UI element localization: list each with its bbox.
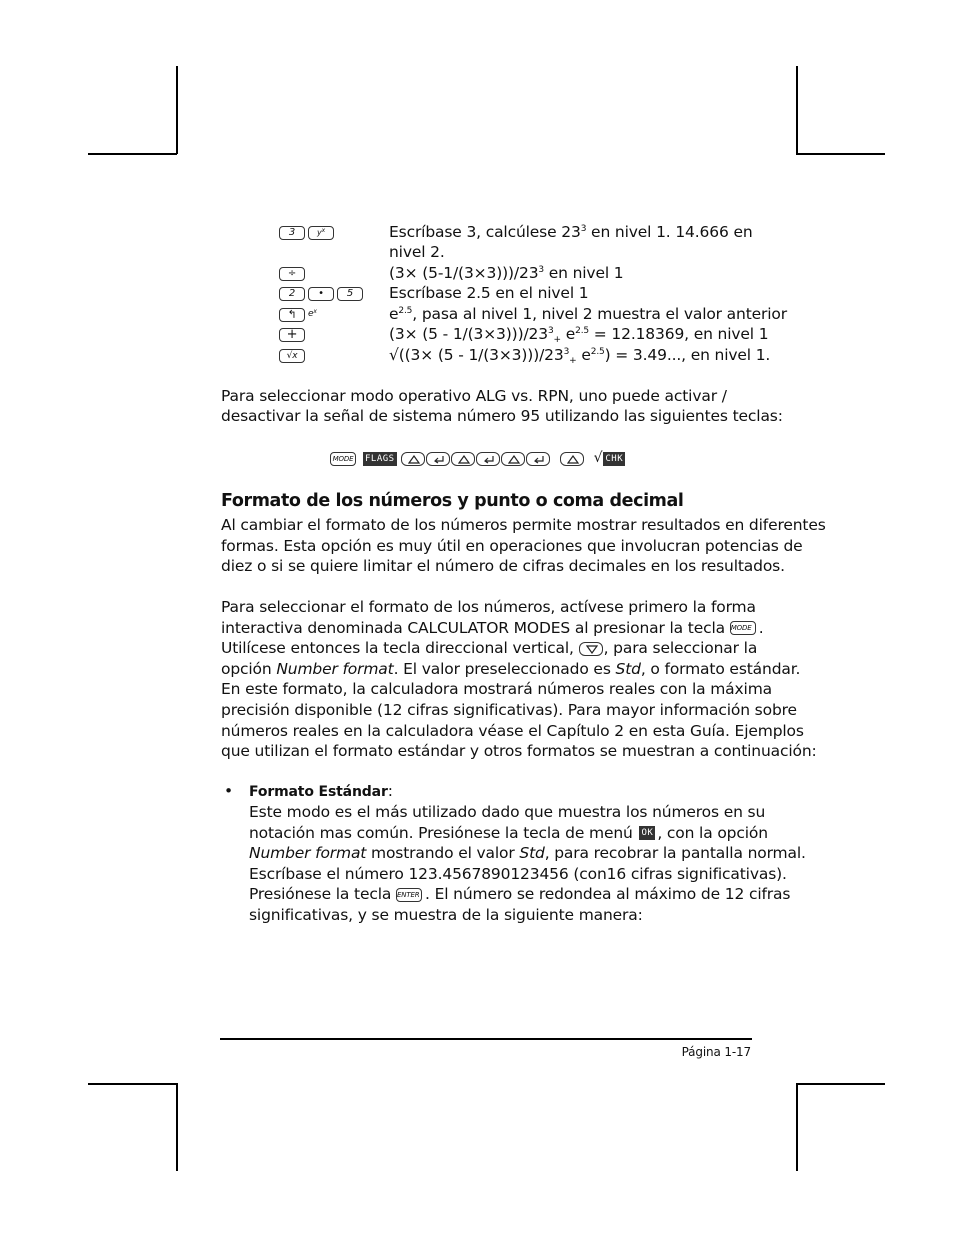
paragraph-line: Utilícese entonces la tecla direccional vertical, , para seleccionar la xyxy=(221,639,758,658)
left-shift-key xyxy=(426,452,450,466)
paragraph-line: notación mas común. Presiónese la tecla de menú OK , con la opción xyxy=(249,823,768,842)
key-table-row-desc: Escríbase 2.5 en el nivel 1 xyxy=(389,284,589,302)
mode-key: MODE xyxy=(330,452,356,466)
e-power-x-label: $e^x$ xyxy=(308,308,317,320)
paragraph-line: Escríbase el número 123.4567890123456 (con16 cifras significativas). xyxy=(249,864,787,883)
enter-key: ENTER xyxy=(396,888,422,902)
crop-mark-bottom-right-v xyxy=(796,1083,798,1171)
up-arrow-key xyxy=(401,452,425,466)
up-arrow-icon xyxy=(408,455,420,464)
key-table-row-desc: $(3\times (5 - 1/(3\times 3)))/23^3_+$ $e^{2.5} = 12.18369$, en nivel 1 xyxy=(389,325,769,345)
paragraph-line: diez o si se quiere limitar el número de cifras decimales en los resultados. xyxy=(221,557,785,576)
decimal-point-key: • xyxy=(308,287,334,301)
key-table-row-desc: $√((3\times (5 - 1/(3\times 3)))/23^3_+$ $e^{2.5}) = 3.49$..., en nivel 1. xyxy=(389,346,771,366)
plus-key: + xyxy=(279,328,305,342)
left-shift-key: ↰ xyxy=(279,308,305,322)
footer-rule xyxy=(220,1038,752,1040)
paragraph-line: que utilizan el formato estándar y otros formatos se muestran a continuación: xyxy=(221,742,817,761)
up-arrow-key xyxy=(501,452,525,466)
key-table-row-keys xyxy=(279,324,308,345)
page-number: Página 1-17 xyxy=(681,1045,751,1059)
key-table-row-desc: Escríbase 3, calcúlese $23^3$ en nivel 1. 14.666 en xyxy=(389,223,753,241)
key-table-row-desc: $e^{2.5}$, pasa al nivel 1, nivel 2 muestra el valor anterior xyxy=(389,305,787,323)
divide-key: ÷ xyxy=(279,267,305,281)
key-table-row-keys xyxy=(279,263,308,284)
key-5: 5 xyxy=(337,287,363,301)
paragraph-line: Al cambiar el formato de los números permite mostrar resultados en diferentes xyxy=(221,516,826,534)
key-table-row-keys xyxy=(279,283,366,304)
crop-mark-bottom-right-h xyxy=(796,1083,885,1085)
up-arrow-key xyxy=(560,452,584,466)
up-arrow-key xyxy=(451,452,475,466)
crop-mark-top-left-v xyxy=(176,66,178,154)
bullet-marker: • xyxy=(224,782,233,800)
crop-mark-top-right-h xyxy=(796,153,885,155)
paragraph-line: interactiva denominada CALCULATOR MODES al presionar la tecla MODE . xyxy=(221,618,764,637)
key-y-power-x: $y^x$ xyxy=(308,226,334,240)
down-arrow-key xyxy=(579,642,603,656)
chk-softkey: CHK xyxy=(605,453,624,464)
left-shift-key xyxy=(526,452,550,466)
check-mark-label: √ xyxy=(593,450,603,467)
crop-mark-bottom-left-h xyxy=(88,1083,177,1085)
section-title: Formato de los números y punto o coma decimal xyxy=(221,491,684,511)
paragraph-line: formas. Esta opción es muy útil en operaciones que involucran potencias de xyxy=(221,536,803,555)
key-2: 2 xyxy=(279,287,305,301)
key-table-row-keys xyxy=(279,222,337,243)
alg-paragraph-line: desactivar la señal de sistema número 95 utilizando las siguientes teclas: xyxy=(221,407,783,425)
crop-mark-top-right-v xyxy=(796,66,798,154)
crop-mark-top-left-h xyxy=(88,153,177,155)
paragraph-line: opción Number format. El valor preseleccionado es Std, o formato estándar. xyxy=(221,659,801,678)
flags-softkey: FLAGS xyxy=(365,453,395,464)
paragraph-select-format xyxy=(221,597,817,762)
mode-key: MODE xyxy=(730,621,756,635)
paragraph-line: precisión disponible (12 cifras significativas). Para mayor información sobre xyxy=(221,700,797,719)
key-sequence xyxy=(330,448,629,469)
up-arrow-icon xyxy=(567,455,579,464)
left-shift-icon xyxy=(433,455,445,464)
paragraph-line: Para seleccionar el formato de los números, actívese primero la forma xyxy=(221,598,756,616)
up-arrow-icon xyxy=(458,455,470,464)
left-shift-icon xyxy=(483,455,495,464)
key-table-row-desc: $(3\times (5-1/(3\times 3)))/23^3$ en nivel 1 xyxy=(389,264,624,282)
paragraph-line: En este formato, la calculadora mostrará números reales con la máxima xyxy=(221,680,773,699)
bullet-title: Formato Estándar: xyxy=(249,782,393,800)
key-table-row-keys xyxy=(279,345,308,366)
paragraph-line: Presiónese la tecla ENTER . El número se redondea al máximo de 12 cifras xyxy=(249,885,791,904)
bullet-body xyxy=(249,802,806,926)
key-3: 3 xyxy=(279,226,305,240)
sqrt-key: √x xyxy=(279,349,305,363)
down-arrow-icon xyxy=(586,645,598,654)
paragraph-line: números reales en la calculadora véase el Capítulo 2 en esta Guía. Ejemplos xyxy=(221,721,804,740)
left-shift-key xyxy=(476,452,500,466)
paragraph-line: Este modo es el más utilizado dado que muestra los números en su xyxy=(249,803,766,821)
paragraph-line: Number format mostrando el valor Std, para recobrar la pantalla normal. xyxy=(249,844,806,863)
paragraph-line: significativas, y se muestra de la siguiente manera: xyxy=(249,905,643,924)
paragraph-number-format xyxy=(221,515,826,577)
ok-softkey: OK xyxy=(641,828,654,839)
crop-mark-bottom-left-v xyxy=(176,1083,178,1171)
up-arrow-icon xyxy=(508,455,520,464)
key-table-row-desc-cont: nivel 2. xyxy=(389,243,445,261)
alg-paragraph-line: Para seleccionar modo operativo ALG vs. RPN, uno puede activar / xyxy=(221,387,727,405)
left-shift-icon xyxy=(533,455,545,464)
key-table-row-keys xyxy=(279,304,317,325)
